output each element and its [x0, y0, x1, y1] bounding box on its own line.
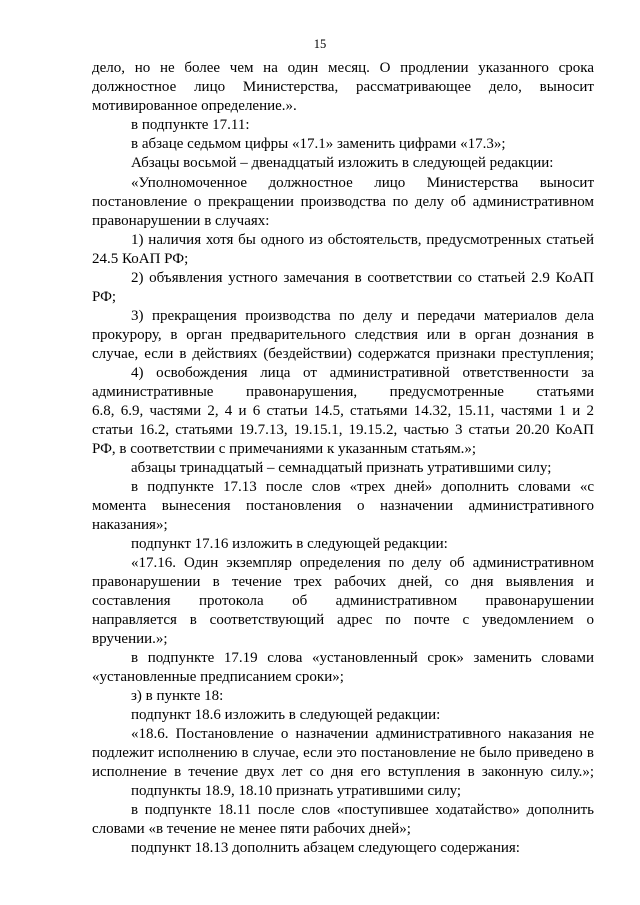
text-line: в подпункте 17.19 слова «установленный срок» заменить словами [131, 650, 594, 666]
text-line: подпункты 18.9, 18.10 признать утратившими силу; [131, 783, 462, 799]
text-line: подлежит исполнению в случае, если это постановление не было приведено в [92, 745, 594, 761]
text-line: статьи 16.2, статьями 19.7.13, 19.15.1, 19.15.2, частью 3 статьи 20.20 КоАП [92, 422, 594, 438]
text-line: Абзацы восьмой – двенадцатый изложить в следующей редакции: [131, 155, 554, 171]
text-line: в подпункте 18.11 после слов «поступившее ходатайство» дополнить [131, 802, 594, 818]
text-line: 24.5 КоАП РФ; [92, 251, 189, 267]
text-line: в подпункте 17.13 после слов «трех дней» дополнить словами «с [131, 479, 594, 495]
text-line: постановление о прекращении производства по делу об административном [92, 194, 594, 210]
text-line: момента вынесения постановления о назначении административного [92, 498, 594, 514]
text-line: дело, но не более чем на один месяц. О продлении указанного срока [92, 60, 594, 76]
text-line: 6.8, 6.9, частями 2, 4 и 6 статьи 14.5, статьями 14.32, 15.11, частями 1 и 2 [92, 403, 594, 419]
text-line: словами «в течение не менее пяти рабочих дней»; [92, 821, 411, 837]
text-line: вручении.»; [92, 631, 168, 647]
text-line: абзацы тринадцатый – семнадцатый признать утратившими силу; [131, 460, 552, 476]
text-line: правонарушении в течение трех рабочих дней, со дня выявления и [92, 574, 594, 590]
text-line: наказания»; [92, 517, 168, 533]
text-line: «18.6. Постановление о назначении административного наказания не [131, 726, 594, 742]
text-line: РФ; [92, 289, 117, 305]
text-line: 4) освобождения лица от административной ответственности за [131, 365, 594, 381]
text-line: в подпункте 17.11: [131, 117, 250, 133]
text-line: з) в пункте 18: [131, 688, 224, 704]
text-line: прокурору, в орган предварительного следствия или в орган дознания в [92, 327, 594, 343]
text-line: подпункт 17.16 изложить в следующей редакции: [131, 536, 448, 552]
text-line: составления протокола об административном правонарушении [92, 593, 594, 609]
text-line: 3) прекращения производства по делу и передачи материалов дела [131, 308, 594, 324]
text-line: мотивированное определение.». [92, 98, 297, 114]
text-line: «17.16. Один экземпляр определения по делу об административном [131, 555, 594, 571]
text-line: «Уполномоченное должностное лицо Министерства выносит [131, 175, 594, 191]
text-line: РФ, в соответствии с примечаниями к указанным статьям.»; [92, 441, 477, 457]
text-line: должностное лицо Министерства, рассматривающее дело, выносит [92, 79, 594, 95]
text-line: «установленные предписанием сроки»; [92, 669, 344, 685]
text-line: подпункт 18.6 изложить в следующей редакции: [131, 707, 441, 723]
text-line: административные правонарушения, предусмотренные статьями [92, 384, 594, 400]
text-line: правонарушении в случаях: [92, 213, 270, 229]
text-line: 1) наличия хотя бы одного из обстоятельств, предусмотренных статьей [131, 232, 594, 248]
text-line: подпункт 18.13 дополнить абзацем следующего содержания: [131, 840, 520, 856]
text-line: исполнение в течение двух лет со дня его вступления в законную силу.»; [92, 764, 594, 780]
text-line: 2) объявления устного замечания в соответствии со статьей 2.9 КоАП [131, 270, 594, 286]
text-line: в абзаце седьмом цифры «17.1» заменить цифрами «17.3»; [131, 136, 506, 152]
text-line: случае, если в действиях (бездействии) содержатся признаки преступления; [92, 346, 594, 362]
text-line: направляется в соответствующий адрес по почте с уведомлением о [92, 612, 594, 628]
page-number: 15 [313, 37, 327, 51]
